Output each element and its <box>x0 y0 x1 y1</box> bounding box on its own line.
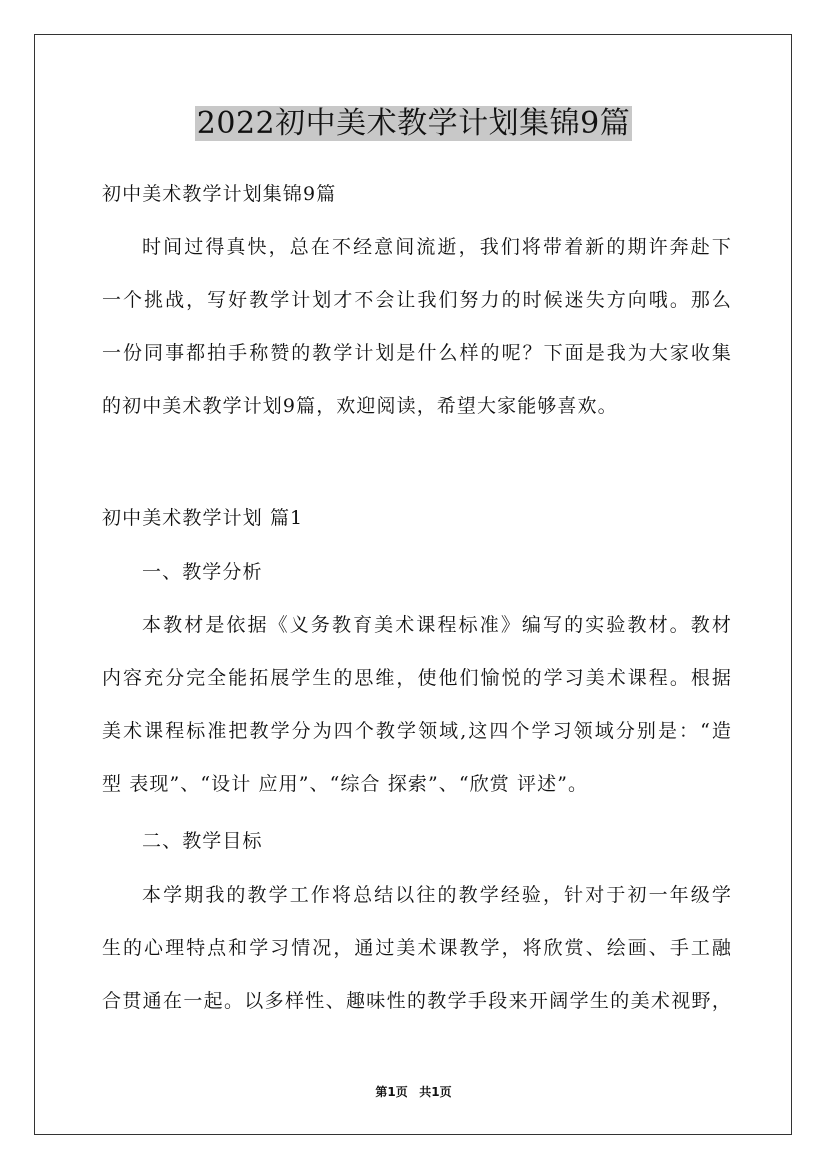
para-1-line-1: 本教材是依据《义务教育美术课程标准》编写的实验教材。教材 <box>142 614 732 636</box>
intro-line-4: 的初中美术教学计划9篇，欢迎阅读，希望大家能够喜欢。 <box>102 395 618 417</box>
para-2-line-3: 合贯通在一起。以多样性、趣味性的教学手段来开阔学生的美术视野， <box>102 990 732 1012</box>
para-1-line-4: 型 表现”、“设计 应用”、“综合 探索”、“欣赏 评述”。 <box>102 773 589 795</box>
para-1-line-3: 美术课程标准把教学分为四个教学领域,这四个学习领域分别是：“造 <box>102 720 732 742</box>
section-heading: 初中美术教学计划 篇1 <box>102 507 304 529</box>
page-total: 共1页 <box>419 1085 452 1099</box>
para-2-line-2: 生的心理特点和学习情况，通过美术课教学，将欣赏、绘画、手工融 <box>102 937 732 959</box>
intro-line-1: 时间过得真快，总在不经意间流逝，我们将带着新的期许奔赴下 <box>142 236 732 258</box>
document-subtitle: 初中美术教学计划集锦9篇 <box>102 183 337 205</box>
page-number: 第1页 <box>375 1085 408 1099</box>
heading-teaching-goals: 二、教学目标 <box>142 830 263 852</box>
para-1-line-2: 内容充分完全能拓展学生的思维，使他们愉悦的学习美术课程。根据 <box>102 667 732 689</box>
intro-line-2: 一个挑战，写好教学计划才不会让我们努力的时候迷失方向哦。那么 <box>102 289 732 311</box>
intro-line-3: 一份同事都拍手称赞的教学计划是什么样的呢？下面是我为大家收集 <box>102 342 732 364</box>
para-2-line-1: 本学期我的教学工作将总结以往的教学经验，针对于初一年级学 <box>142 884 732 906</box>
document-title: 2022初中美术教学计划集锦9篇 <box>196 106 631 141</box>
heading-teaching-analysis: 一、教学分析 <box>142 561 263 583</box>
document-title-block <box>0 104 827 144</box>
page-footer <box>0 1084 827 1100</box>
